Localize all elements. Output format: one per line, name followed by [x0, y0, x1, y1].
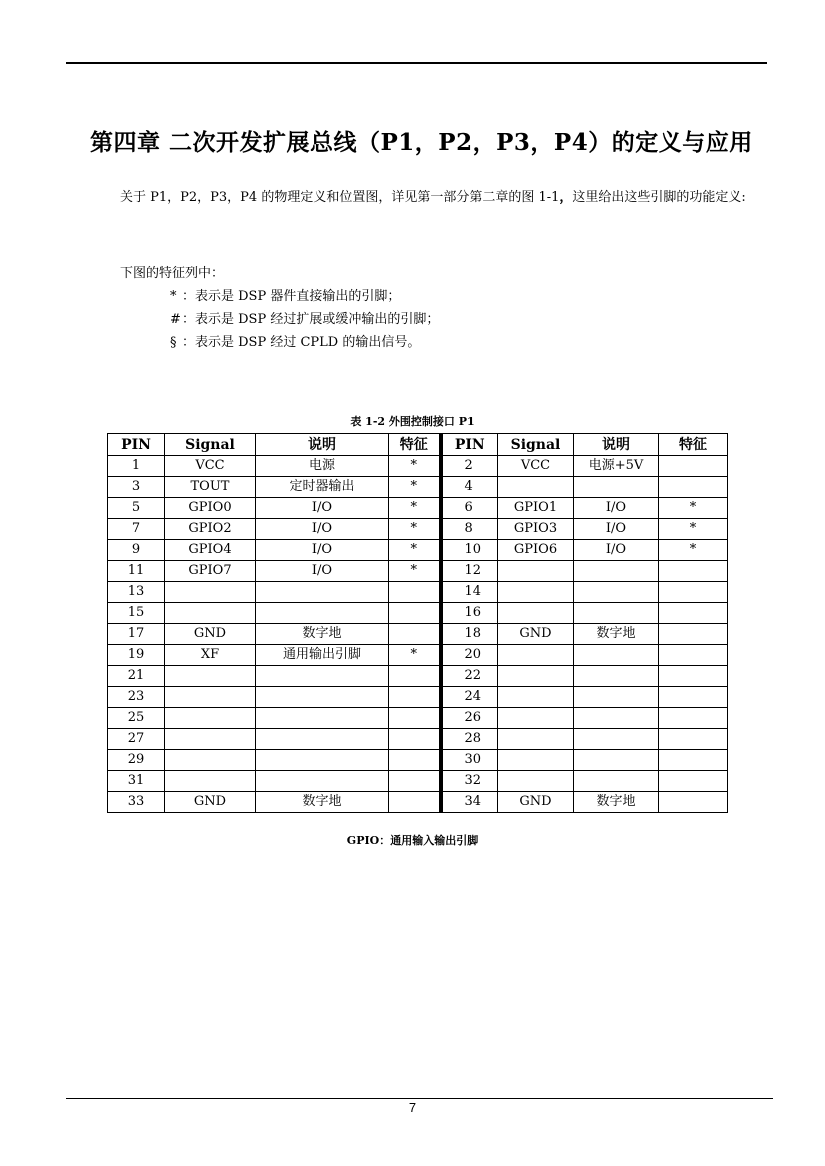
table-cell: [389, 687, 441, 708]
table-cell: 28: [441, 729, 498, 750]
table-cell: I/O: [574, 540, 659, 561]
table-cell: GPIO1: [498, 498, 574, 519]
table-footnote: GPIO：通用输入输出引脚: [346, 834, 479, 847]
table-cell: *: [659, 519, 728, 540]
table-cell: GND: [498, 792, 574, 813]
table-cell: 数字地: [256, 792, 389, 813]
table-cell: 22: [441, 666, 498, 687]
table-cell: [498, 477, 574, 498]
table-cell: 6: [441, 498, 498, 519]
table-cell: 定时器输出: [256, 477, 389, 498]
table-cell: 8: [441, 519, 498, 540]
table-cell: [389, 750, 441, 771]
table-row: [108, 561, 728, 582]
table-cell: *: [389, 456, 441, 477]
table-cell: [574, 561, 659, 582]
table-cell: [498, 645, 574, 666]
table-cell: [498, 729, 574, 750]
table-header-row: [108, 434, 728, 456]
table-cell: [165, 666, 256, 687]
table-cell: 12: [441, 561, 498, 582]
footer-rule: [66, 1098, 773, 1099]
table-cell: 23: [108, 687, 165, 708]
table-row: [108, 750, 728, 771]
table-cell: [389, 666, 441, 687]
table-cell: [256, 666, 389, 687]
table-cell: [498, 582, 574, 603]
table-cell: [498, 666, 574, 687]
table-cell: 20: [441, 645, 498, 666]
pin-table: [107, 433, 728, 813]
table-cell: GPIO6: [498, 540, 574, 561]
table-cell: I/O: [256, 519, 389, 540]
table-row: [108, 771, 728, 792]
table-cell: 30: [441, 750, 498, 771]
table-cell: [498, 708, 574, 729]
table-cell: [659, 750, 728, 771]
legend-text: ：表示是 DSP 器件直接输出的引脚；: [182, 289, 401, 304]
table-cell: *: [659, 540, 728, 561]
table-cell: 31: [108, 771, 165, 792]
table-cell: GPIO7: [165, 561, 256, 582]
table-cell: [659, 792, 728, 813]
table-cell: [256, 687, 389, 708]
table-cell: GPIO0: [165, 498, 256, 519]
table-cell: [256, 603, 389, 624]
table-cell: VCC: [498, 456, 574, 477]
table-row: [108, 729, 728, 750]
table-cell: 15: [108, 603, 165, 624]
legend-item-direct: [120, 285, 439, 308]
table-cell: [574, 645, 659, 666]
table-cell: *: [389, 498, 441, 519]
col-header: PIN: [441, 434, 498, 456]
table-cell: 11: [108, 561, 165, 582]
table-cell: 34: [441, 792, 498, 813]
table-row: [108, 666, 728, 687]
table-cell: [389, 771, 441, 792]
legend-mark: §: [170, 335, 177, 350]
table-cell: 17: [108, 624, 165, 645]
table-cell: *: [389, 540, 441, 561]
legend-item-cpld: [120, 331, 439, 354]
table-cell: I/O: [256, 561, 389, 582]
table-row: [108, 477, 728, 498]
table-row: [108, 519, 728, 540]
table-cell: [574, 729, 659, 750]
table-cell: GPIO2: [165, 519, 256, 540]
table-cell: 16: [441, 603, 498, 624]
col-header: 说明: [574, 434, 659, 456]
feature-legend: [120, 262, 439, 354]
table-cell: [165, 729, 256, 750]
page-number: 7: [408, 1100, 417, 1115]
table-cell: [256, 750, 389, 771]
col-header: 特征: [389, 434, 441, 456]
table-cell: I/O: [256, 498, 389, 519]
table-cell: I/O: [256, 540, 389, 561]
table-cell: [165, 603, 256, 624]
table-cell: [256, 708, 389, 729]
table-cell: VCC: [165, 456, 256, 477]
table-cell: [165, 708, 256, 729]
table-cell: [389, 582, 441, 603]
legend-item-buffered: [120, 308, 439, 331]
table-cell: [256, 729, 389, 750]
table-cell: 数字地: [256, 624, 389, 645]
table-cell: 10: [441, 540, 498, 561]
intro-bold-comma: ，: [559, 190, 573, 205]
table-cell: 25: [108, 708, 165, 729]
table-cell: *: [389, 519, 441, 540]
intro-text-end: 这里给出这些引脚的功能定义:: [572, 190, 746, 205]
table-row: [108, 456, 728, 477]
table-cell: [389, 603, 441, 624]
table-cell: [574, 687, 659, 708]
table-caption: 表 1-2 外围控制接口 P1: [350, 415, 475, 428]
table-cell: 14: [441, 582, 498, 603]
legend-mark: #: [170, 312, 181, 327]
table-cell: 4: [441, 477, 498, 498]
table-cell: [659, 603, 728, 624]
col-header: Signal: [165, 434, 256, 456]
table-cell: 13: [108, 582, 165, 603]
table-cell: [574, 750, 659, 771]
table-cell: [256, 582, 389, 603]
table-row: [108, 582, 728, 603]
col-header: Signal: [498, 434, 574, 456]
table-cell: 18: [441, 624, 498, 645]
table-cell: [659, 477, 728, 498]
table-cell: [659, 708, 728, 729]
table-cell: 数字地: [574, 624, 659, 645]
table-cell: [574, 771, 659, 792]
table-cell: TOUT: [165, 477, 256, 498]
table-cell: GND: [498, 624, 574, 645]
table-cell: [574, 477, 659, 498]
col-header: 特征: [659, 434, 728, 456]
table-cell: 7: [108, 519, 165, 540]
table-cell: [165, 582, 256, 603]
table-cell: I/O: [574, 498, 659, 519]
table-cell: [574, 666, 659, 687]
col-header: PIN: [108, 434, 165, 456]
table-cell: 3: [108, 477, 165, 498]
table-cell: [256, 771, 389, 792]
legend-mark: *: [170, 289, 177, 304]
header-rule: [66, 62, 767, 64]
table-cell: GND: [165, 792, 256, 813]
table-cell: 2: [441, 456, 498, 477]
intro-text-start: 关于 P1，P2，P3，P4 的物理定义和位置图，详见第一部分第二章的图 1-1: [120, 190, 560, 205]
table-cell: 1: [108, 456, 165, 477]
table-cell: 电源+5V: [574, 456, 659, 477]
intro-paragraph: [80, 186, 760, 210]
table-cell: [165, 750, 256, 771]
table-cell: [659, 645, 728, 666]
table-cell: *: [659, 498, 728, 519]
table-cell: [389, 729, 441, 750]
table-cell: [659, 456, 728, 477]
table-cell: 29: [108, 750, 165, 771]
table-cell: 电源: [256, 456, 389, 477]
table-row: [108, 624, 728, 645]
col-header: 说明: [256, 434, 389, 456]
table-cell: [165, 771, 256, 792]
table-cell: [498, 687, 574, 708]
table-cell: [165, 687, 256, 708]
table-cell: [659, 624, 728, 645]
table-cell: 26: [441, 708, 498, 729]
table-cell: [498, 771, 574, 792]
table-cell: 19: [108, 645, 165, 666]
table-cell: 24: [441, 687, 498, 708]
table-cell: [389, 708, 441, 729]
table-cell: [574, 708, 659, 729]
table-cell: 5: [108, 498, 165, 519]
table-cell: GND: [165, 624, 256, 645]
table-row: [108, 498, 728, 519]
table-cell: [498, 750, 574, 771]
table-cell: 33: [108, 792, 165, 813]
table-row: [108, 792, 728, 813]
table-cell: 数字地: [574, 792, 659, 813]
table-cell: 32: [441, 771, 498, 792]
table-row: [108, 540, 728, 561]
legend-heading: 下图的特征列中：: [120, 266, 225, 281]
chapter-title: 第四章 二次开发扩展总线（P1，P2，P3，P4）的定义与应用: [90, 129, 753, 156]
table-cell: 9: [108, 540, 165, 561]
table-cell: 27: [108, 729, 165, 750]
legend-text: ：表示是 DSP 经过 CPLD 的输出信号。: [182, 335, 421, 350]
table-cell: [389, 624, 441, 645]
table-cell: [389, 792, 441, 813]
table-cell: [659, 666, 728, 687]
table-cell: [659, 729, 728, 750]
table-row: [108, 645, 728, 666]
table-cell: GPIO3: [498, 519, 574, 540]
table-cell: [498, 561, 574, 582]
table-cell: [498, 603, 574, 624]
table-cell: XF: [165, 645, 256, 666]
table-cell: [659, 561, 728, 582]
table-cell: *: [389, 561, 441, 582]
table-cell: [659, 582, 728, 603]
table-cell: [659, 771, 728, 792]
table-cell: [574, 603, 659, 624]
table-row: [108, 687, 728, 708]
table-cell: [574, 582, 659, 603]
table-cell: GPIO4: [165, 540, 256, 561]
table-row: [108, 603, 728, 624]
table-cell: *: [389, 477, 441, 498]
table-cell: 通用输出引脚: [256, 645, 389, 666]
legend-text: ：表示是 DSP 经过扩展或缓冲输出的引脚；: [182, 312, 440, 327]
table-cell: 21: [108, 666, 165, 687]
table-cell: *: [389, 645, 441, 666]
table-row: [108, 708, 728, 729]
table-cell: [659, 687, 728, 708]
table-cell: I/O: [574, 519, 659, 540]
